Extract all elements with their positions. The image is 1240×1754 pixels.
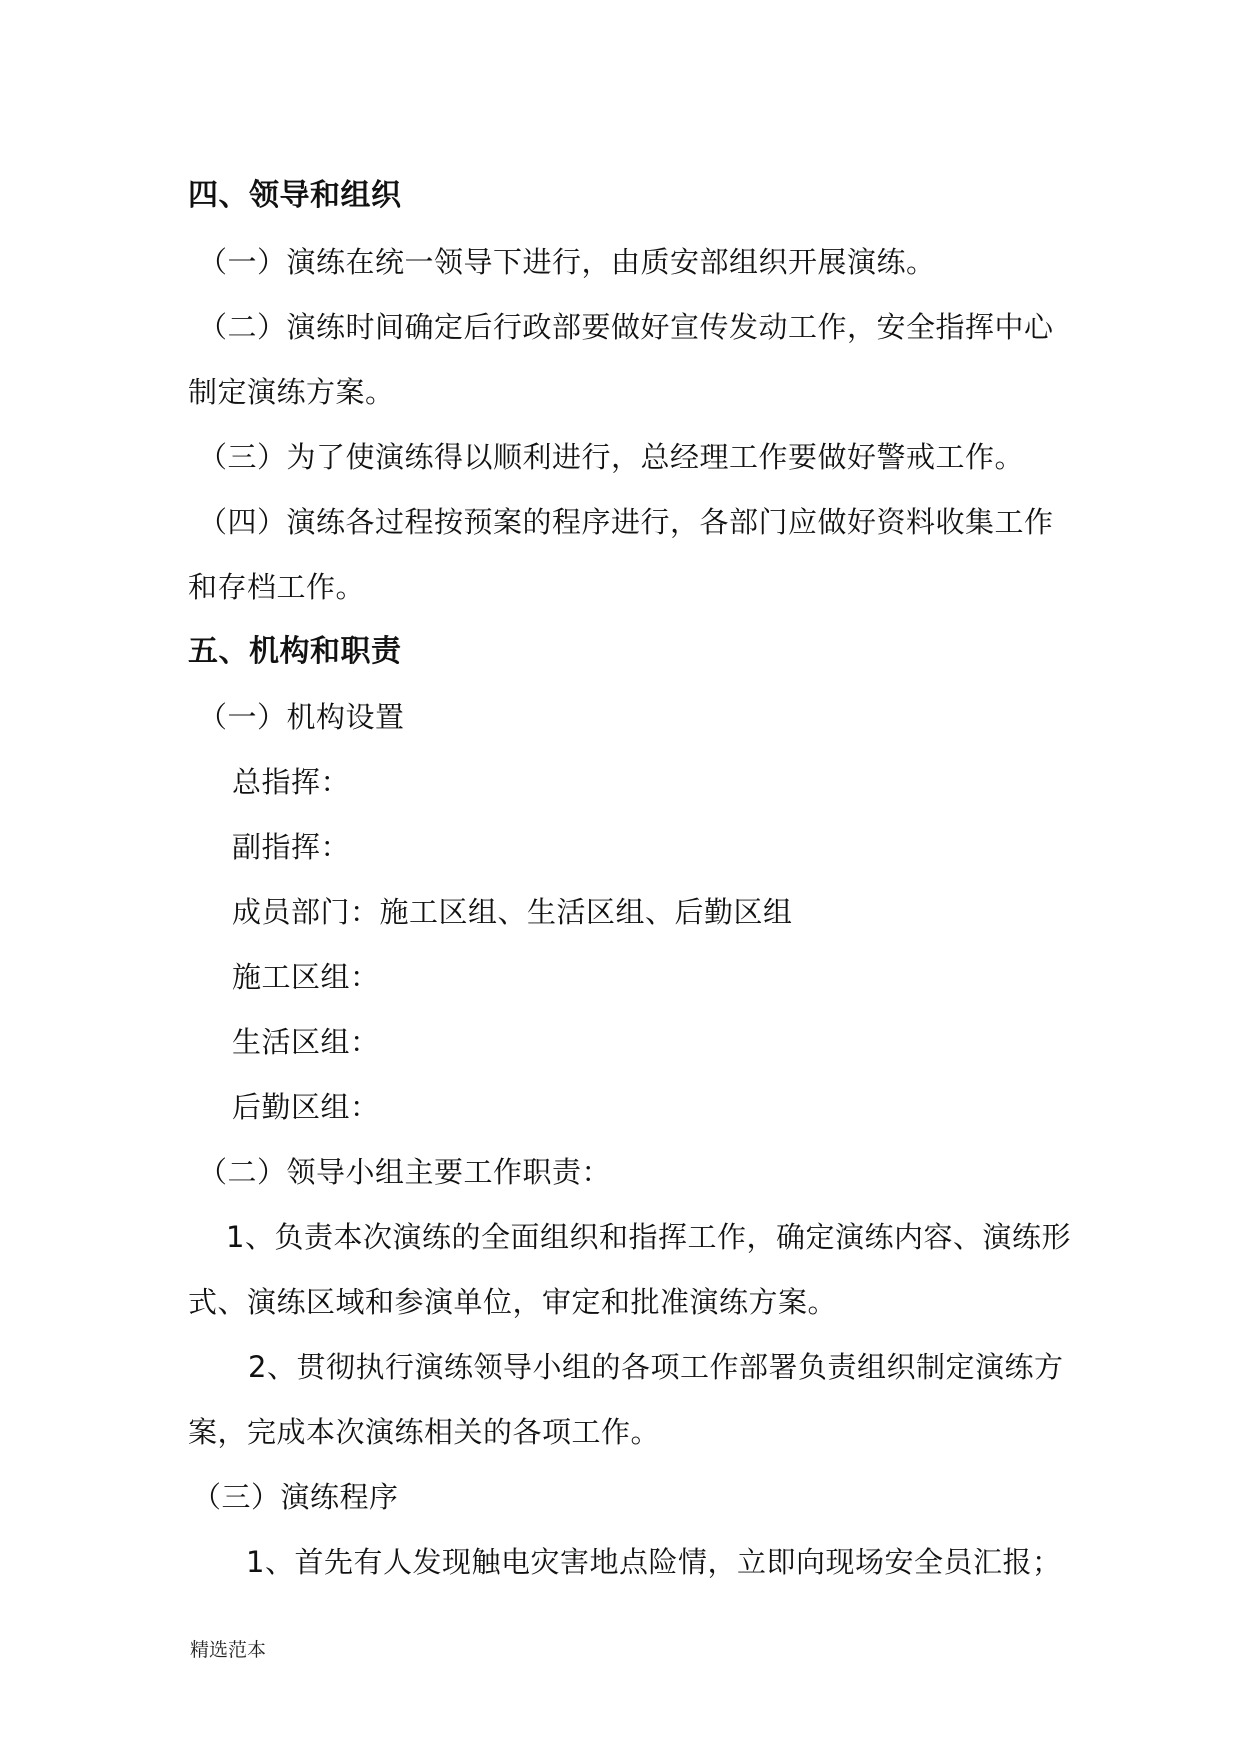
org-line-commander: 总指挥： bbox=[232, 765, 351, 799]
org-line-members: 成员部门：施工区组、生活区组、后勤区组 bbox=[232, 895, 793, 929]
duty-title: （二）领导小组主要工作职责： bbox=[198, 1155, 612, 1189]
procedure-title: （三）演练程序 bbox=[192, 1480, 399, 1514]
duty-line-2: 2、贯彻执行演练领导小组的各项工作部署负责组织制定演练方 bbox=[248, 1350, 1064, 1384]
org-line-living: 生活区组： bbox=[232, 1025, 380, 1059]
org-title: （一）机构设置 bbox=[198, 700, 405, 734]
section4-item-2-cont: 制定演练方案。 bbox=[188, 375, 395, 409]
org-line-logistics: 后勤区组： bbox=[232, 1090, 380, 1124]
section4-item-2: （二）演练时间确定后行政部要做好宣传发动工作，安全指挥中心 bbox=[198, 310, 1054, 344]
procedure-line-1: 1、首先有人发现触电灾害地点险情，立即向现场安全员汇报； bbox=[246, 1545, 1062, 1579]
section4-item-4-cont: 和存档工作。 bbox=[188, 570, 366, 604]
footer-text: 精选范本 bbox=[190, 1639, 267, 1661]
section4-heading: 四、领导和组织 bbox=[188, 178, 402, 213]
section4-item-3: （三）为了使演练得以顺利进行，总经理工作要做好警戒工作。 bbox=[198, 440, 1025, 474]
duty-line-1: 1、负责本次演练的全面组织和指挥工作，确定演练内容、演练形 bbox=[226, 1220, 1071, 1254]
duty-line-1-cont: 式、演练区域和参演单位，审定和批准演练方案。 bbox=[188, 1285, 838, 1319]
section4-item-4: （四）演练各过程按预案的程序进行，各部门应做好资料收集工作 bbox=[198, 505, 1054, 539]
section5-heading: 五、机构和职责 bbox=[188, 634, 402, 669]
section4-item-1: （一）演练在统一领导下进行，由质安部组织开展演练。 bbox=[198, 245, 936, 279]
org-line-deputy: 副指挥： bbox=[232, 830, 351, 864]
org-line-construction: 施工区组： bbox=[232, 960, 380, 994]
duty-line-2-cont: 案，完成本次演练相关的各项工作。 bbox=[188, 1415, 661, 1449]
